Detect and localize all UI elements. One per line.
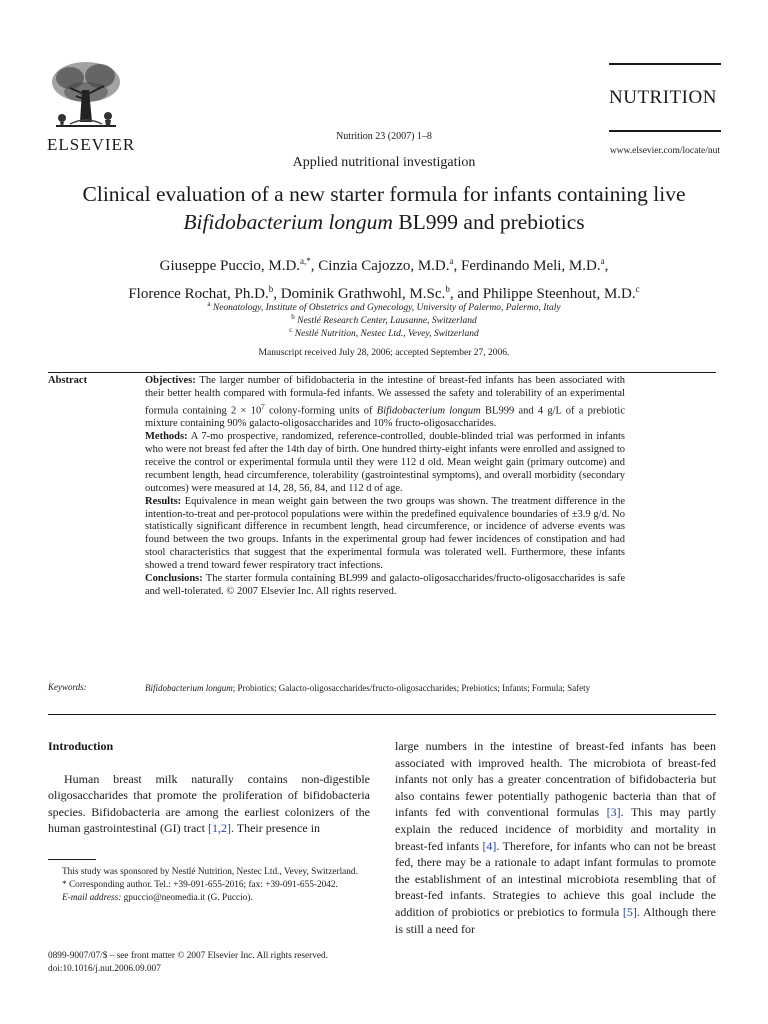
email-label: E-mail address: [62, 893, 122, 903]
affiliation-sup: b [291, 313, 295, 321]
reference-link[interactable]: [5] [622, 904, 637, 919]
keywords-list [145, 682, 625, 695]
copyright-block [48, 950, 408, 976]
methods-text: A 7-mo prospective, randomized, reference-controlled, double-blinded trial was performed in infants who were not breast fed after the 14th day of birth. One hundred thirty-eight infants were enrolled and assigned to receive the control or experimental formula until they were 112 d old. Mean weight gain (primary outcome) and recumbent length, head circumference, tolerability (gastrointestinal symptoms), and overall morbidity (secondary outcomes) were measured at 14, 28, 56, 84, and 112 d of age. [145, 431, 625, 494]
reference-link[interactable]: [4] [482, 838, 497, 853]
methods-heading: Methods: [145, 431, 188, 443]
author-line-1 [40, 250, 728, 278]
body-column-right [395, 738, 716, 937]
author-affil-sup: c [635, 284, 640, 294]
objectives-text: The larger number of bifidobacteria in the intestine of breast-fed infants has been associated with their better health compared with formula-fed infants. We assessed the safety and tolerability of an experimental formula containing 2 × 10 [145, 375, 625, 417]
manuscript-dates: Manuscript received July 28, 2006; accepted September 27, 2006. [258, 348, 510, 358]
abstract-label: Abstract [48, 375, 88, 386]
results-text: Equivalence in mean weight gain between the two groups was shown. The treatment difference in the intention-to-treat and per-protocol populations were within the predefined equivalence boundaries of ±3.9 g/d. No statistically significant difference in recumbent length, head circumference, or incidence of adverse events was found between the two groups. Infants in the experimental group had fewer incidences of constipation and had stool characteristics that suggest that the experimental formula was tolerated well. Furthermore, these infants showed a trend toward fewer respiratory tract infections. [145, 495, 625, 572]
affiliation [0, 300, 768, 313]
abstract-methods [145, 431, 625, 496]
author-separator: , [604, 258, 609, 274]
logo-rule-top [609, 63, 721, 65]
objectives-text: colony-forming units of [264, 405, 377, 417]
conclusions-heading: Conclusions: [145, 573, 203, 585]
title-species: Bifidobacterium longum [183, 210, 393, 234]
footnote-email [48, 892, 370, 905]
affiliation [0, 326, 768, 339]
abstract-conclusions [145, 573, 625, 599]
objectives-species: Bifidobacterium longum [376, 405, 481, 417]
intro-text: large numbers in the intestine of breast-fed infants has been associated with improved health. The microbiota of breast-fed infants not only has a greater concentration of bifidobacteria but also contains fewer potentially pathogenic bacteria than that of infants fed with conventional formulas [395, 739, 716, 820]
keyword-rest: ; Probiotics; Galacto-oligosaccharides/fructo-oligosaccharides; Prebiotics; Infants; Formula; Safety [232, 683, 591, 693]
author-name: , Dominik Grathwohl, M.Sc. [273, 286, 446, 302]
intro-text: . Therefore, for infants who can not be breast fed, there may be a rationale to adapt infant formulas to promote the establishment of an intestinal microbiota resembling that of breast-fed infants. Strategies to achieve this goal include the addition of probiotics or prebiotics to formula [395, 838, 716, 919]
journal-website-link[interactable]: www.elsevier.com/locate/nut [609, 146, 720, 156]
affiliation [0, 313, 768, 326]
journal-citation: Nutrition 23 (2007) 1–8 [336, 131, 432, 142]
author-affil-sup: b [445, 284, 450, 294]
conclusions-text: The starter formula containing BL999 and galacto-oligosaccharides/fructo-oligosaccharides is safe and well-tolerated. © 2007 Elsevier Inc. All rights reserved. [145, 573, 625, 597]
abstract-objectives [145, 375, 625, 431]
doi-line[interactable]: doi:10.1016/j.nut.2006.09.007 [48, 964, 161, 974]
elsevier-tree-logo [48, 60, 124, 134]
abstract-rule-top [48, 372, 716, 373]
abstract-rule-bottom [48, 714, 716, 715]
abstract-body [145, 375, 625, 599]
author-affil-sup: a,* [300, 256, 311, 266]
objectives-text: BL999 and 4 g/L of a prebiotic mixture containing 90% galacto-oligosaccharides and 10% fructo-oligosaccharides. [145, 405, 625, 430]
footnote-rule [48, 859, 96, 860]
intro-text: . Although there is still a need for [395, 904, 716, 936]
abstract-results [145, 496, 625, 573]
title-rest: BL999 and prebiotics [392, 210, 585, 234]
affiliation-text: Neonatology, Institute of Obstetrics and Gynecology, University of Palermo, Palermo, Italy [212, 303, 561, 314]
footnote-corresponding: * Corresponding author. Tel.: +39-091-655-2016; fax: +39-091-655-2042. [62, 880, 338, 890]
intro-text: . Their presence in [230, 821, 321, 836]
author-name: , Ferdinando Meli, M.D. [453, 258, 601, 274]
author-affil-sup: a [449, 256, 454, 266]
author-affil-sup: b [268, 284, 274, 294]
intro-paragraph-continued [395, 738, 716, 937]
reference-link[interactable]: [3] [606, 805, 621, 820]
objectives-heading: Objectives: [145, 375, 196, 386]
author-name: , and Philippe Steenhout, M.D. [449, 286, 636, 302]
title-line-2 [30, 208, 738, 236]
affiliation-text: Nestlé Nutrition, Nestec Ltd., Vevey, Switzerland [294, 329, 479, 340]
body-column-left [48, 738, 370, 837]
affiliation-text: Nestlé Research Center, Lausanne, Switzerland [297, 316, 477, 327]
author-name: , Cinzia Cajozzo, M.D. [310, 258, 450, 274]
intro-text: . This may partly explain the reduced incidence of morbidity and mortality in breast-fed infants [395, 805, 716, 853]
article-section: Applied nutritional investigation [292, 155, 476, 170]
intro-text: Human breast milk naturally contains non-digestible oligosaccharides that promote the proliferation of bifidobacteria species. Bifidobacteria are among the earliest colonizers of the human gastrointestinal (GI) tract [48, 771, 370, 836]
publisher-name: ELSEVIER [47, 135, 136, 154]
affiliation-sup: c [289, 326, 293, 334]
article-title [30, 180, 738, 236]
journal-logo: NUTRITION [609, 87, 717, 108]
title-line-1: Clinical evaluation of a new starter formula for infants containing live [82, 182, 686, 206]
objectives-exponent: 7 [261, 402, 265, 411]
results-heading: Results: [145, 495, 182, 507]
copyright-line: 0899-9007/07/$ – see front matter © 2007 Elsevier Inc. All rights reserved. [48, 951, 328, 961]
footnote-sponsor: This study was sponsored by Nestlé Nutrition, Nestec Ltd., Vevey, Switzerland. [62, 867, 358, 877]
author-list [40, 250, 728, 306]
reference-link[interactable]: [1,2] [207, 821, 231, 836]
keyword-species: Bifidobacterium longum [145, 683, 233, 693]
keywords-label: Keywords: [48, 682, 87, 692]
affiliation-sup: a [207, 300, 211, 308]
email-address[interactable]: gpuccio@neomedia.it (G. Puccio). [121, 893, 253, 903]
author-name: Giuseppe Puccio, M.D. [159, 258, 301, 274]
author-name: Florence Rochat, Ph.D. [128, 286, 269, 302]
author-affil-sup: a [600, 256, 605, 266]
intro-heading: Introduction [48, 739, 114, 753]
logo-rule-bottom [609, 130, 721, 132]
intro-paragraph [48, 771, 370, 837]
footnotes [48, 866, 370, 905]
